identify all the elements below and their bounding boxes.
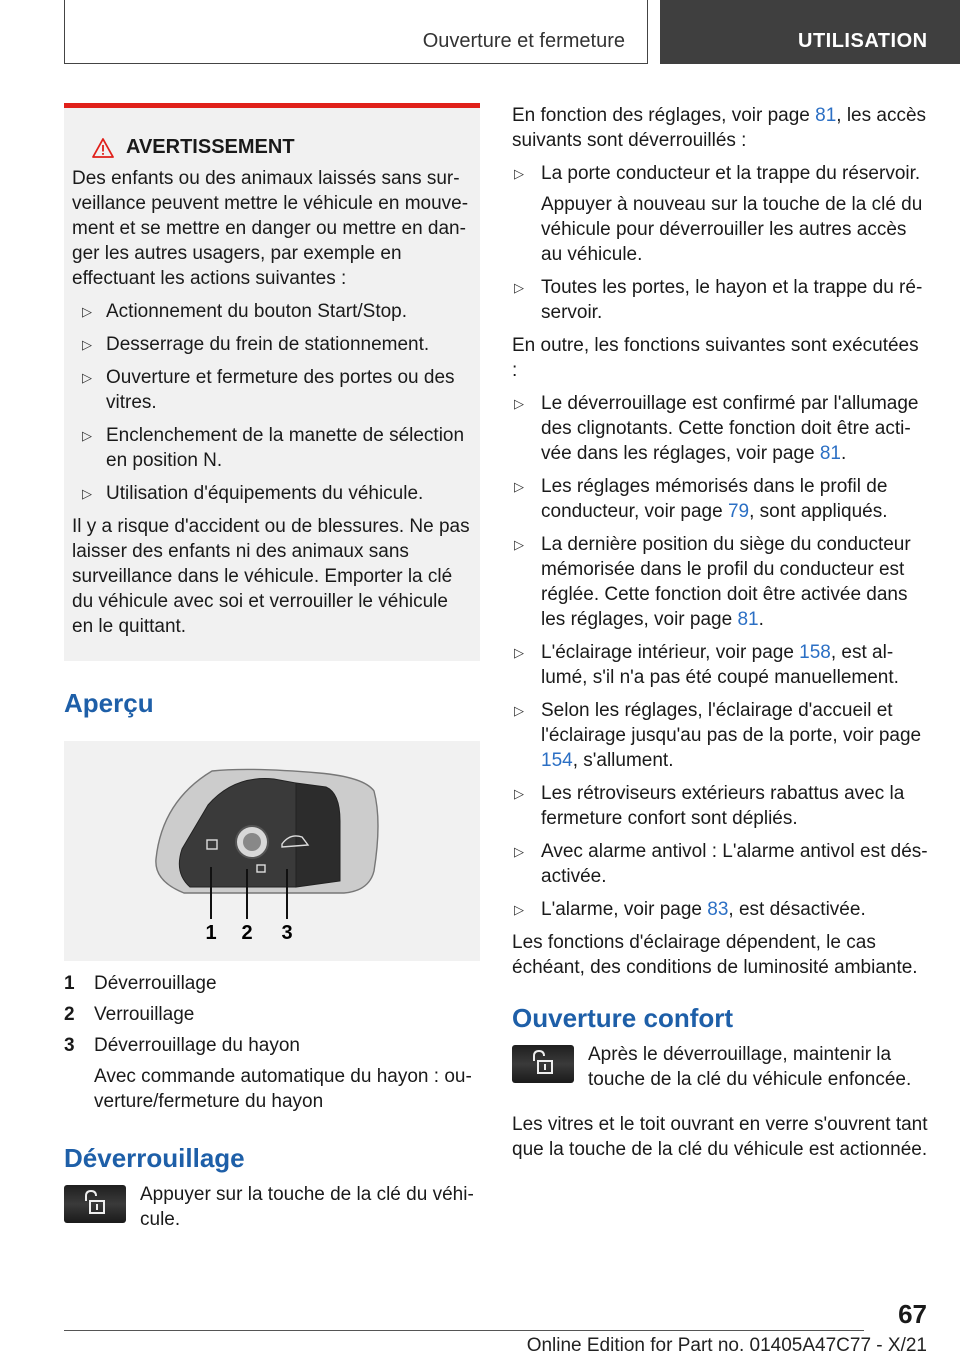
- header-frame: [64, 0, 648, 64]
- list-item: ▷ La dernière position du siège du conducteur mémorisée dans le profil du conducteur est réglée. Cette fonction doit être activée dans les réglages, voir page 81.: [512, 532, 928, 632]
- legend-text: Déverrouillage: [94, 973, 217, 994]
- page-link[interactable]: 83: [707, 899, 729, 920]
- callout-3: 3: [281, 922, 293, 944]
- list-item: ▷ La porte conducteur et la trappe du réservoir. Appuyer à nouveau sur la touche de la clé du véhicule pour déverrouiller les autres accès au véhicule.: [512, 161, 928, 267]
- figure-legend: [64, 971, 480, 1114]
- warning-outro: Il y a risque d'accident ou de blessures. Ne pas laisser des enfants ni des animaux sans surveillance dans le véhicule. Emporter la clé du véhicule avec soi et verrouiller le véhicule en le quittant.: [72, 516, 470, 637]
- warning-intro: Des enfants ou des animaux laissés sans surveillance peuvent mettre le véhicule en mouvement et se mettre en danger ou mettre en danger les autres usagers, par exemple en effectuant les actions suivantes :: [72, 168, 469, 289]
- access-list: [512, 161, 928, 325]
- warning-title: AVERTISSEMENT: [126, 136, 295, 158]
- list-item: ▷ Les rétroviseurs extérieurs rabattus avec la fermeture confort sont dépliés.: [512, 781, 928, 831]
- unlock-instruction: [64, 1182, 480, 1232]
- unlock-button-icon: [512, 1045, 574, 1083]
- list-item: ▷ L'éclairage intérieur, voir page 158, est allumé, s'il n'a pas été coupé manuellement.: [512, 640, 928, 690]
- deverrouillage-heading: Déverrouillage: [64, 1143, 245, 1173]
- functions-list: [512, 391, 928, 922]
- chapter-tab: [660, 0, 960, 64]
- functions-intro: En outre, les fonctions suivantes sont exécutées :: [512, 335, 919, 381]
- list-item: ▷ Les réglages mémorisés dans le profil de conducteur, voir page 79, sont appliqués.: [512, 474, 928, 524]
- page-link[interactable]: 81: [819, 443, 841, 464]
- warning-list: [72, 299, 472, 506]
- apercu-heading: Aperçu: [64, 688, 154, 718]
- left-column: [64, 103, 480, 1232]
- page-link[interactable]: 79: [727, 501, 750, 522]
- list-item: ▷ Toutes les portes, le hayon et la trappe du réservoir.: [512, 275, 928, 325]
- page-link[interactable]: 154: [541, 750, 573, 771]
- legend-number: 1: [64, 973, 75, 994]
- legend-subtext: Avec commande automatique du hayon : ouverture/fermeture du hayon: [94, 1066, 472, 1112]
- warning-triangle-icon: [92, 138, 114, 158]
- legend-row: [64, 1002, 480, 1027]
- warning-box: [64, 103, 480, 661]
- list-item: ▷ Ouverture et fermeture des portes ou des vitres.: [72, 365, 472, 415]
- page-link[interactable]: 158: [799, 642, 831, 663]
- confort-note: Les vitres et le toit ouvrant en verre s'ouvrent tant que la touche de la clé du véhicule est actionnée.: [512, 1114, 928, 1160]
- lighting-note: Les fonctions d'éclairage dépendent, le cas échéant, des conditions de luminosité ambiante.: [512, 932, 918, 978]
- list-item: ▷ Selon les réglages, l'éclairage d'accueil et l'éclairage jusqu'au pas de la porte, voir page 154, s'allument.: [512, 698, 928, 773]
- page-number: 67: [898, 1299, 927, 1329]
- list-item: ▷ Actionnement du bouton Start/Stop.: [72, 299, 472, 324]
- legend-row: [64, 1033, 480, 1058]
- callout-1: 1: [205, 922, 217, 944]
- section-title: Ouverture et fermeture: [422, 30, 625, 52]
- right-column: [512, 103, 928, 1162]
- confort-instruction: [512, 1042, 928, 1092]
- legend-text: Déverrouillage du hayon: [94, 1035, 300, 1056]
- list-item: ▷ Desserrage du frein de stationnement.: [72, 332, 472, 357]
- list-item: ▷ Le déverrouillage est confirmé par l'allumage des clignotants. Cette fonction doit être activée dans les réglages, voir page 81.: [512, 391, 928, 466]
- ouverture-confort-heading: Ouverture confort: [512, 1003, 734, 1033]
- car-key-illustration: [64, 741, 480, 961]
- list-subtext: Appuyer à nouveau sur la touche de la clé du véhicule pour déverrouiller les autres accès au véhicule.: [541, 194, 923, 265]
- list-item: ▷ Enclenchement de la manette de sélection en position N.: [72, 423, 472, 473]
- deverrouillage-text: Appuyer sur la touche de la clé du véhicule.: [140, 1184, 474, 1230]
- chapter-tab-label: UTILISATION: [798, 30, 928, 52]
- list-item: ▷ Utilisation d'équipements du véhicule.: [72, 481, 472, 506]
- confort-text: Après le déverrouillage, maintenir la touche de la clé du véhicule enfoncée.: [588, 1044, 912, 1090]
- legend-text: Verrouillage: [94, 1004, 195, 1025]
- unlock-button-icon: [64, 1185, 126, 1223]
- access-intro: En fonction des réglages, voir page 81, les accès suivants sont déverrouillés :: [512, 105, 927, 151]
- list-item: ▷ Avec alarme antivol : L'alarme antivol est désactivée.: [512, 839, 928, 889]
- warning-heading: [92, 135, 472, 160]
- page-link[interactable]: 81: [737, 609, 759, 630]
- page-link[interactable]: 81: [815, 105, 837, 126]
- footer-divider: [64, 1330, 864, 1331]
- legend-row: [64, 971, 480, 996]
- key-figure: [64, 741, 480, 961]
- legend-number: 3: [64, 1035, 75, 1056]
- list-item: ▷ L'alarme, voir page 83, est désactivée.: [512, 897, 928, 922]
- callout-2: 2: [241, 922, 253, 944]
- edition-footer: Online Edition for Part no. 01405A47C77 - X/21: [526, 1335, 927, 1356]
- legend-number: 2: [64, 1004, 75, 1025]
